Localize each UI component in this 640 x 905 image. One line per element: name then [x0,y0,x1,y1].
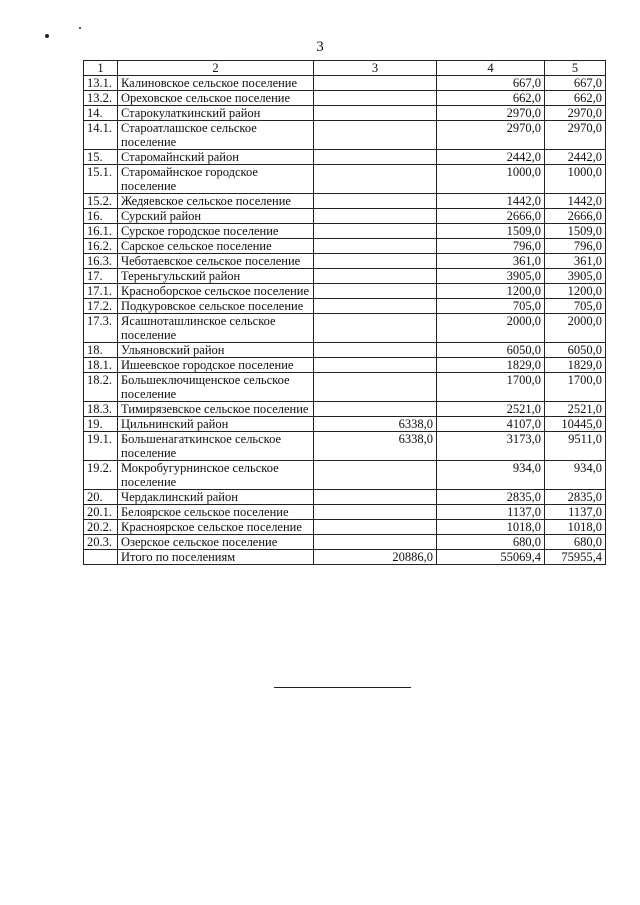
value-column-4: 2521,0 [437,402,545,417]
value-column-3 [314,373,437,402]
value-column-3 [314,402,437,417]
total-column-4: 55069,4 [437,550,545,565]
end-separator-line [274,687,411,688]
value-column-4: 1509,0 [437,224,545,239]
value-column-5: 2835,0 [545,490,606,505]
value-column-4: 1137,0 [437,505,545,520]
value-column-4: 705,0 [437,299,545,314]
value-column-3 [314,239,437,254]
row-number: 16.3. [84,254,118,269]
settlement-name: Красноборское сельское поселение [118,284,314,299]
value-column-4: 4107,0 [437,417,545,432]
settlement-name: Жедяевское сельское поселение [118,194,314,209]
row-number: 16.1. [84,224,118,239]
value-column-3: 6338,0 [314,432,437,461]
value-column-5: 361,0 [545,254,606,269]
value-column-3 [314,165,437,194]
value-column-5: 680,0 [545,535,606,550]
value-column-3: 6338,0 [314,417,437,432]
value-column-4: 2835,0 [437,490,545,505]
table-row [84,432,606,461]
value-column-5: 2442,0 [545,150,606,165]
row-number: 15. [84,150,118,165]
table-row [84,254,606,269]
value-column-5: 1000,0 [545,165,606,194]
value-column-4: 2666,0 [437,209,545,224]
settlement-name: Старокулаткинский район [118,106,314,121]
value-column-3 [314,299,437,314]
row-number: 18.2. [84,373,118,402]
table-row [84,490,606,505]
column-header: 5 [545,61,606,76]
settlement-name: Тереньгульский район [118,269,314,284]
settlement-name: Мокробугурнинское сельское поселение [118,461,314,490]
table-row [84,299,606,314]
value-column-4: 3173,0 [437,432,545,461]
settlement-name: Красноярское сельское поселение [118,520,314,535]
total-column-3: 20886,0 [314,550,437,565]
value-column-3 [314,194,437,209]
settlement-name: Ишеевское городское поселение [118,358,314,373]
row-number: 19.1. [84,432,118,461]
value-column-5: 667,0 [545,76,606,91]
row-number: 18. [84,343,118,358]
total-column-5: 75955,4 [545,550,606,565]
value-column-3 [314,106,437,121]
settlement-name: Озерское сельское поселение [118,535,314,550]
value-column-5: 2666,0 [545,209,606,224]
value-column-5: 1442,0 [545,194,606,209]
table-row [84,121,606,150]
settlement-name: Чеботаевское сельское поселение [118,254,314,269]
value-column-3 [314,314,437,343]
table-row [84,224,606,239]
table-row [84,343,606,358]
value-column-5: 10445,0 [545,417,606,432]
table-row [84,91,606,106]
value-column-5: 2521,0 [545,402,606,417]
table-row [84,269,606,284]
row-number: 20. [84,490,118,505]
table-row [84,314,606,343]
row-number: 18.1. [84,358,118,373]
table-body [84,76,606,550]
value-column-3 [314,535,437,550]
value-column-3 [314,254,437,269]
row-number: 20.2. [84,520,118,535]
value-column-4: 6050,0 [437,343,545,358]
table-row [84,402,606,417]
table-row [84,150,606,165]
settlement-name: Ульяновский район [118,343,314,358]
value-column-3 [314,358,437,373]
settlement-name: Подкуровское сельское поселение [118,299,314,314]
value-column-3 [314,461,437,490]
value-column-4: 680,0 [437,535,545,550]
row-number: 17.3. [84,314,118,343]
value-column-4: 1829,0 [437,358,545,373]
value-column-4: 361,0 [437,254,545,269]
settlement-name: Цильнинский район [118,417,314,432]
value-column-5: 1509,0 [545,224,606,239]
table-row [84,239,606,254]
value-column-5: 1829,0 [545,358,606,373]
value-column-4: 1000,0 [437,165,545,194]
row-number: 15.1. [84,165,118,194]
table-row [84,373,606,402]
settlement-name: Ореховское сельское поселение [118,91,314,106]
value-column-3 [314,520,437,535]
value-column-3 [314,150,437,165]
table-row [84,209,606,224]
settlement-name: Старомайнское городское поселение [118,165,314,194]
table-row [84,520,606,535]
settlement-name: Большеключищенское сельское поселение [118,373,314,402]
table-row [84,76,606,91]
settlement-name: Сарское сельское поселение [118,239,314,254]
scan-speck [79,27,81,29]
value-column-4: 667,0 [437,76,545,91]
row-number: 14.1. [84,121,118,150]
value-column-4: 662,0 [437,91,545,106]
value-column-5: 662,0 [545,91,606,106]
value-column-3 [314,490,437,505]
row-number: 20.1. [84,505,118,520]
value-column-5: 2000,0 [545,314,606,343]
row-number: 14. [84,106,118,121]
table-row [84,417,606,432]
row-number: 19.2. [84,461,118,490]
value-column-4: 1700,0 [437,373,545,402]
total-number [84,550,118,565]
row-number: 13.1. [84,76,118,91]
settlement-name: Сурский район [118,209,314,224]
page-number: 3 [316,39,324,55]
table-row [84,505,606,520]
value-column-5: 1700,0 [545,373,606,402]
value-column-5: 796,0 [545,239,606,254]
value-column-3 [314,91,437,106]
value-column-4: 2970,0 [437,121,545,150]
value-column-3 [314,76,437,91]
settlement-name: Большенагаткинское сельское поселение [118,432,314,461]
settlement-name: Белоярское сельское поселение [118,505,314,520]
value-column-4: 796,0 [437,239,545,254]
value-column-4: 934,0 [437,461,545,490]
value-column-4: 1018,0 [437,520,545,535]
value-column-5: 705,0 [545,299,606,314]
settlement-name: Тимирязевское сельское поселение [118,402,314,417]
value-column-3 [314,209,437,224]
value-column-5: 1018,0 [545,520,606,535]
column-header: 1 [84,61,118,76]
value-column-3 [314,284,437,299]
value-column-4: 3905,0 [437,269,545,284]
value-column-4: 1442,0 [437,194,545,209]
row-number: 17.2. [84,299,118,314]
scan-speck [45,34,49,38]
value-column-3 [314,343,437,358]
value-column-5: 2970,0 [545,121,606,150]
table-row [84,194,606,209]
row-number: 17.1. [84,284,118,299]
row-number: 19. [84,417,118,432]
settlement-name: Старомайнский район [118,150,314,165]
settlement-name: Чердаклинский район [118,490,314,505]
row-number: 18.3. [84,402,118,417]
table-row [84,535,606,550]
settlement-name: Калиновское сельское поселение [118,76,314,91]
total-label: Итого по поселениям [118,550,314,565]
column-header: 3 [314,61,437,76]
column-header: 2 [118,61,314,76]
table-row [84,284,606,299]
value-column-4: 2000,0 [437,314,545,343]
value-column-5: 1200,0 [545,284,606,299]
row-number: 16. [84,209,118,224]
value-column-5: 9511,0 [545,432,606,461]
total-row [84,550,606,565]
row-number: 16.2. [84,239,118,254]
value-column-3 [314,224,437,239]
value-column-4: 2970,0 [437,106,545,121]
settlement-name: Ясашноташлинское сельское поселение [118,314,314,343]
value-column-5: 3905,0 [545,269,606,284]
value-column-5: 934,0 [545,461,606,490]
value-column-3 [314,505,437,520]
settlements-table [83,60,606,565]
settlement-name: Староатлашское сельское поселение [118,121,314,150]
row-number: 13.2. [84,91,118,106]
table-header-row [84,61,606,76]
table-row [84,106,606,121]
value-column-5: 2970,0 [545,106,606,121]
value-column-3 [314,269,437,284]
row-number: 17. [84,269,118,284]
column-header: 4 [437,61,545,76]
settlement-name: Сурское городское поселение [118,224,314,239]
value-column-5: 6050,0 [545,343,606,358]
value-column-4: 2442,0 [437,150,545,165]
row-number: 15.2. [84,194,118,209]
table-row [84,358,606,373]
value-column-5: 1137,0 [545,505,606,520]
value-column-4: 1200,0 [437,284,545,299]
table-row [84,461,606,490]
row-number: 20.3. [84,535,118,550]
value-column-3 [314,121,437,150]
table-row [84,165,606,194]
